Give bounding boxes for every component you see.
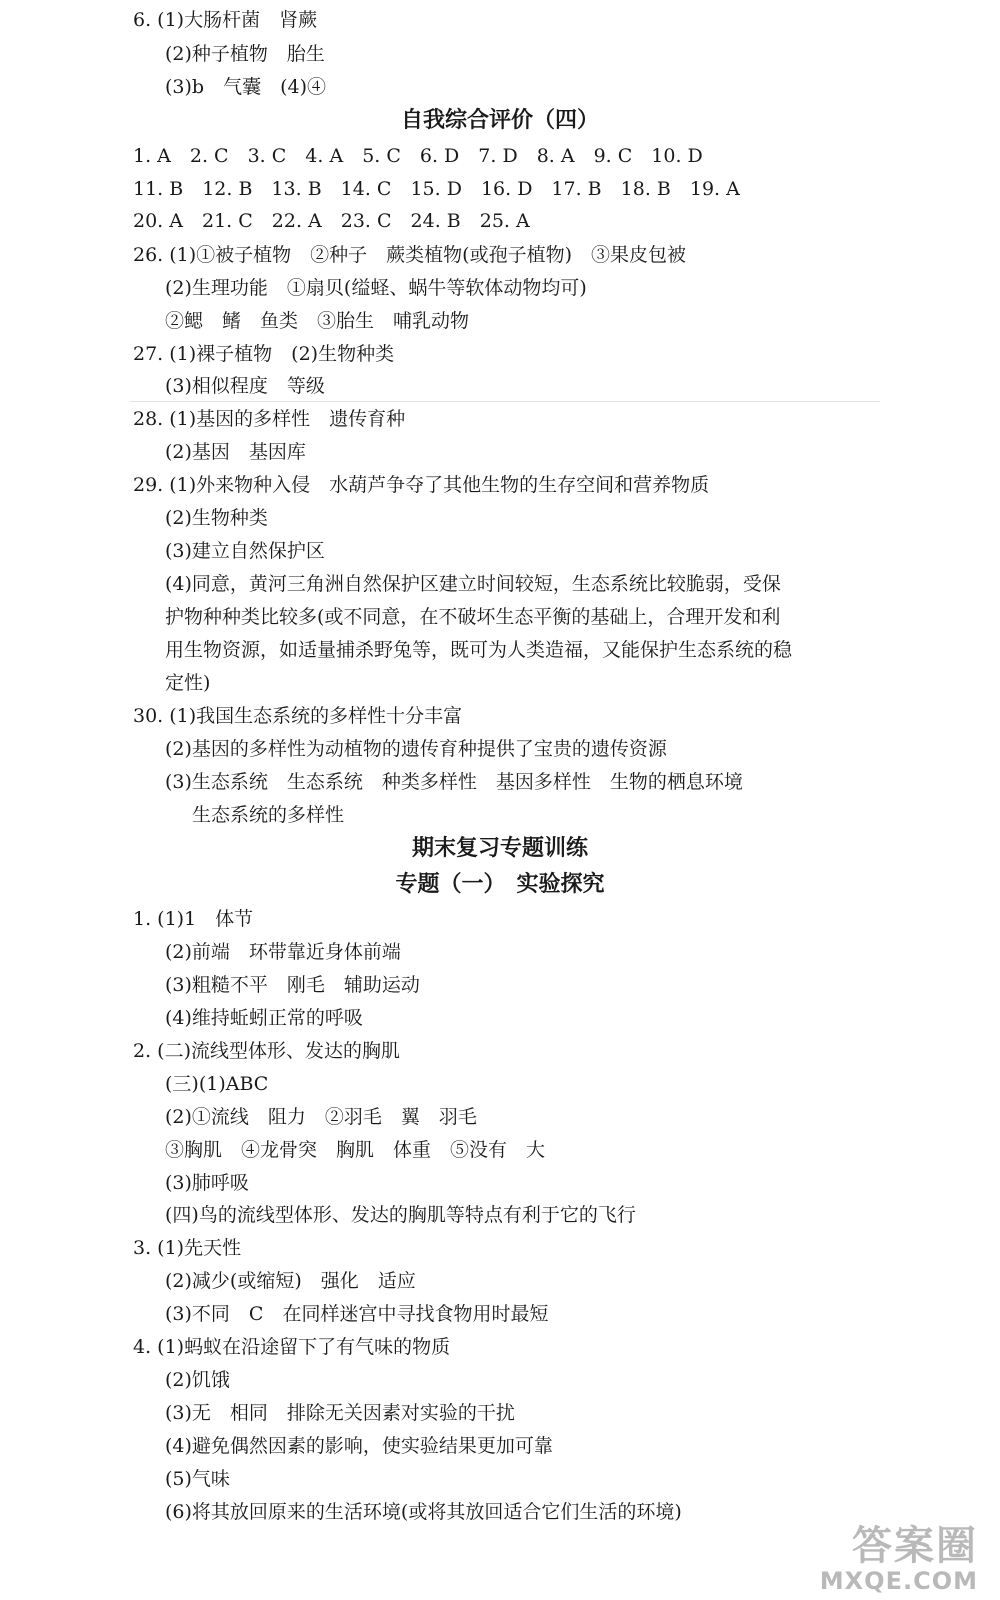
answer-line: (2)前端 环带靠近身体前端 (165, 941, 401, 963)
watermark-logo: 答案圈 (852, 1523, 978, 1569)
watermark (820, 1524, 978, 1594)
section-heading-self-eval: 自我综合评价（四） (400, 108, 599, 133)
answer-line: 1. A 2. C 3. C 4. A 5. C 6. D 7. D 8. A 9. C 10. D (133, 145, 703, 167)
answer-line: (2)①流线 阻力 ②羽毛 翼 羽毛 (165, 1106, 477, 1128)
answer-line: (三)(1)ABC (165, 1073, 269, 1095)
answer-line: 28. (1)基因的多样性 遗传育种 (133, 408, 406, 430)
answer-line: (3)不同 C 在同样迷宫中寻找食物用时最短 (165, 1303, 549, 1325)
watermark-url: MXQE.COM (819, 1567, 978, 1595)
answer-line: 6. (1)大肠杆菌 肾蕨 (133, 9, 318, 31)
answer-line: (4)避免偶然因素的影响，使实验结果更加可靠 (165, 1435, 553, 1457)
answer-line: (6)将其放回原来的生活环境(或将其放回适合它们生活的环境) (165, 1501, 682, 1523)
answer-line: 生态系统的多样性 (192, 804, 345, 826)
answer-line: (3)相似程度 等级 (165, 375, 325, 397)
section-heading-final-review: 期末复习专题训练 (411, 836, 588, 861)
answer-line: (3)建立自然保护区 (165, 540, 325, 562)
answer-line: (四)鸟的流线型体形、发达的胸肌等特点有利于它的飞行 (165, 1204, 636, 1226)
answer-line: (2)种子植物 胎生 (165, 43, 325, 65)
answer-line: (3)b 气囊 (4)④ (165, 76, 326, 98)
answer-line: (2)减少(或缩短) 强化 适应 (165, 1270, 416, 1292)
answer-line: ③胸肌 ④龙骨突 胸肌 体重 ⑤没有 大 (165, 1139, 546, 1161)
answer-line: 4. (1)蚂蚁在沿途留下了有气味的物质 (133, 1336, 451, 1358)
answer-line: (4)同意，黄河三角洲自然保护区建立时间较短，生态系统比较脆弱，受保 (165, 573, 781, 595)
answer-line: 1. (1)1 体节 (133, 908, 254, 930)
answer-line: (4)维持蚯蚓正常的呼吸 (165, 1007, 363, 1029)
answer-line: 2. (二)流线型体形、发达的胸肌 (133, 1040, 400, 1062)
answer-line: (2)饥饿 (165, 1369, 230, 1391)
answer-line: 11. B 12. B 13. B 14. C 15. D 16. D 17. B 18. B 19. A (133, 178, 740, 200)
answer-line: (3)生态系统 生态系统 种类多样性 基因多样性 生物的栖息环境 (165, 771, 743, 793)
answer-line: (3)粗糙不平 刚毛 辅助运动 (165, 974, 420, 996)
answer-line: (3)肺呼吸 (165, 1172, 249, 1194)
answer-line: 27. (1)裸子植物 (2)生物种类 (133, 343, 395, 365)
answer-line: 用生物资源，如适量捕杀野兔等，既可为人类造福，又能保护生态系统的稳 (165, 639, 793, 661)
divider (130, 401, 880, 402)
answer-line: 20. A 21. C 22. A 23. C 24. B 25. A (133, 210, 530, 232)
answer-line: (2)基因的多样性为动植物的遗传育种提供了宝贵的遗传资源 (165, 738, 667, 760)
answer-line: (3)无 相同 排除无关因素对实验的干扰 (165, 1402, 515, 1424)
answer-line: (2)基因 基因库 (165, 441, 306, 463)
answer-line: 26. (1)①被子植物 ②种子 蕨类植物(或孢子植物) ③果皮包被 (133, 244, 686, 266)
section-heading-topic-one: 专题（一） 实验探究 (395, 872, 605, 897)
answer-line: ②鳃 鳍 鱼类 ③胎生 哺乳动物 (165, 310, 470, 332)
answer-line: 3. (1)先天性 (133, 1237, 242, 1259)
answer-line: 29. (1)外来物种入侵 水葫芦争夺了其他生物的生存空间和营养物质 (133, 474, 710, 496)
answer-line: (5)气味 (165, 1468, 230, 1490)
answer-line: 30. (1)我国生态系统的多样性十分丰富 (133, 705, 463, 727)
answer-line: (2)生物种类 (165, 507, 268, 529)
answer-line: 护物种种类比较多(或不同意，在不破坏生态平衡的基础上，合理开发和利 (165, 606, 781, 628)
answer-line: (2)生理功能 ①扇贝(缢蛏、蜗牛等软体动物均可) (165, 277, 587, 299)
answer-line: 定性) (165, 672, 211, 694)
